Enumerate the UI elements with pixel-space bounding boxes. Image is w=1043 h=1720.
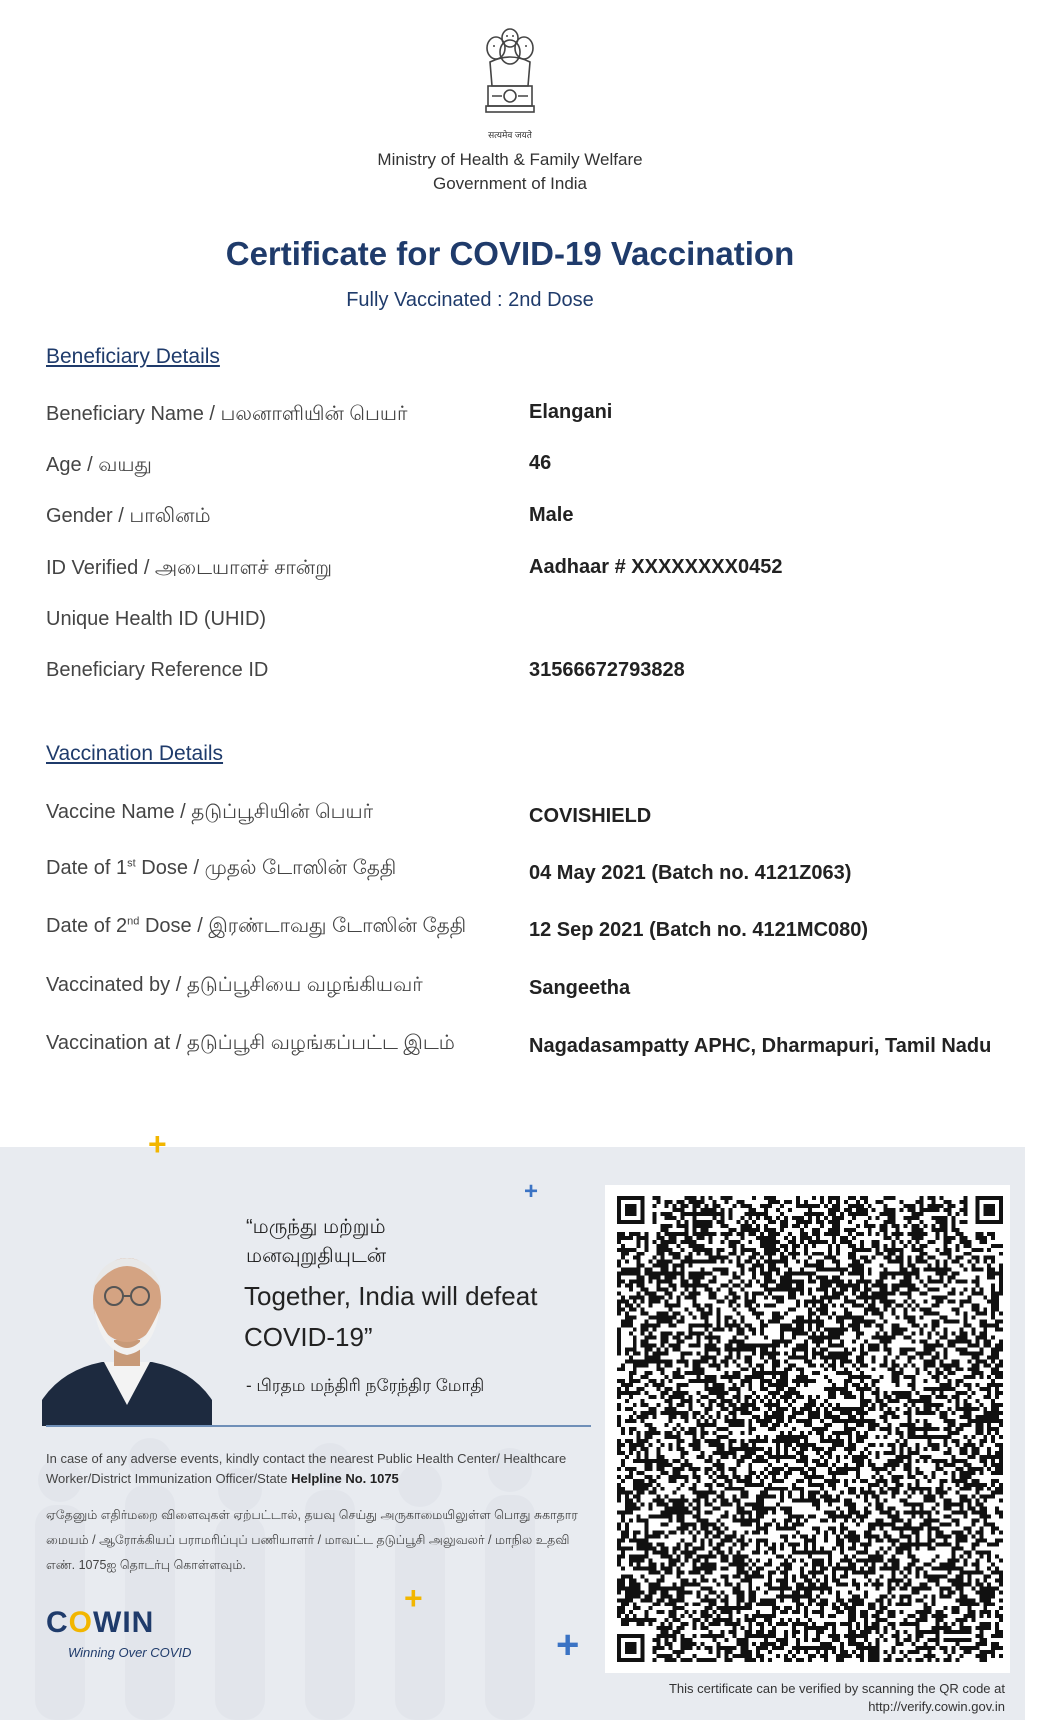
reference-id-value: 31566672793828 <box>529 659 685 681</box>
vaccinated-by-label: Vaccinated by / தடுப்பூசியை வழங்கியவர் <box>46 974 423 996</box>
vaccine-name-label: Vaccine Name / தடுப்பூசியின் பெயர் <box>46 801 374 823</box>
cowin-tagline: Winning Over COVID <box>68 1645 192 1660</box>
vaccination-at-label: Vaccination at / தடுப்பூசி வழங்கப்பட்ட இடம் <box>46 1032 455 1054</box>
dose1-label: Date of 1st Dose / முதல் டோஸின் தேதி <box>46 857 397 879</box>
qr-finder-center <box>625 1204 637 1216</box>
qr-modules <box>617 1196 1003 1662</box>
plus-decoration-icon: + <box>148 1126 167 1162</box>
beneficiary-name-label: Beneficiary Name / பலனாளியின் பெயர் <box>46 403 408 425</box>
id-verified-value: Aadhaar # XXXXXXXX0452 <box>529 556 783 578</box>
helpline-tamil: ஏதேனும் எதிர்மறை விளைவுகள் ஏற்பட்டால், தயவு செய்து அருகாமையிலுள்ள பொது சுகாதார மையம் / ஆரோக்கியப் பராமரிப்புப் பணியாளர் / மாவட்ட தடுப்பூசி அலுவலர் / மாநில உதவி எண். 1075ஐ தொடர்பு கொள்ளவும். <box>46 1508 578 1572</box>
age-label: Age / வயது <box>46 454 152 476</box>
plus-decoration-icon: + <box>556 1623 580 1667</box>
uhid-label: Unique Health ID (UHID) <box>46 608 267 630</box>
beneficiary-name-value: Elangani <box>529 401 613 423</box>
dose2-value: 12 Sep 2021 (Batch no. 4121MC080) <box>529 919 869 941</box>
vaccination-section-title: Vaccination Details <box>46 742 224 765</box>
certificate-subtitle: Fully Vaccinated : 2nd Dose <box>346 289 594 311</box>
dose2-label: Date of 2nd Dose / இரண்டாவது டோஸின் தேதி <box>46 915 467 937</box>
ministry-name: Ministry of Health & Family Welfare <box>377 150 643 169</box>
certificate-title: Certificate for COVID-19 Vaccination <box>225 235 795 272</box>
qr-finder-center <box>625 1642 637 1654</box>
divider <box>46 1425 591 1427</box>
quote-attribution: - பிரதம மந்திரி நரேந்திர மோதி <box>246 1376 485 1395</box>
quote-tamil-line-2: மனவுறுதியுடன் <box>246 1245 387 1267</box>
quote-tamil-line-1: “மருந்து மற்றும் <box>246 1216 386 1238</box>
dose1-value: 04 May 2021 (Batch no. 4121Z063) <box>529 862 852 884</box>
national-emblem-icon <box>478 22 542 134</box>
reference-id-label: Beneficiary Reference ID <box>46 659 269 681</box>
quote-english-line-1: Together, India will defeat <box>244 1281 538 1311</box>
cowin-logo: COWIN <box>46 1606 155 1639</box>
plus-decoration-icon: + <box>404 1580 423 1616</box>
id-verified-label: ID Verified / அடையாளச் சான்று <box>46 557 332 579</box>
vaccine-name-value: COVISHIELD <box>529 805 652 827</box>
gender-value: Male <box>529 504 574 526</box>
quote-english-line-2: COVID-19” <box>244 1322 373 1352</box>
qr-verify-note-line-2: http://verify.cowin.gov.in <box>868 1699 1005 1714</box>
qr-code-image <box>616 1196 1004 1662</box>
government-name: Government of India <box>432 174 588 193</box>
qr-verify-note-line-1: This certificate can be verified by scanning the QR code at <box>668 1681 1005 1696</box>
vaccinated-by-value: Sangeetha <box>529 977 631 999</box>
helpline-english: In case of any adverse events, kindly contact the nearest Public Health Center/ Healthcare Worker/District Immunization Officer/State Helpline No. 1075 <box>46 1451 567 1486</box>
gender-label: Gender / பாலினம் <box>46 505 211 527</box>
emblem-motto: सत्यमेव जयते <box>488 130 532 140</box>
age-value: 46 <box>529 452 552 474</box>
beneficiary-section-title: Beneficiary Details <box>46 345 220 368</box>
plus-decoration-icon: + <box>524 1178 539 1205</box>
qr-finder-center <box>983 1204 995 1216</box>
vaccination-at-value: Nagadasampatty APHC, Dharmapuri, Tamil Nadu <box>529 1035 992 1057</box>
portrait-image <box>42 1230 212 1426</box>
